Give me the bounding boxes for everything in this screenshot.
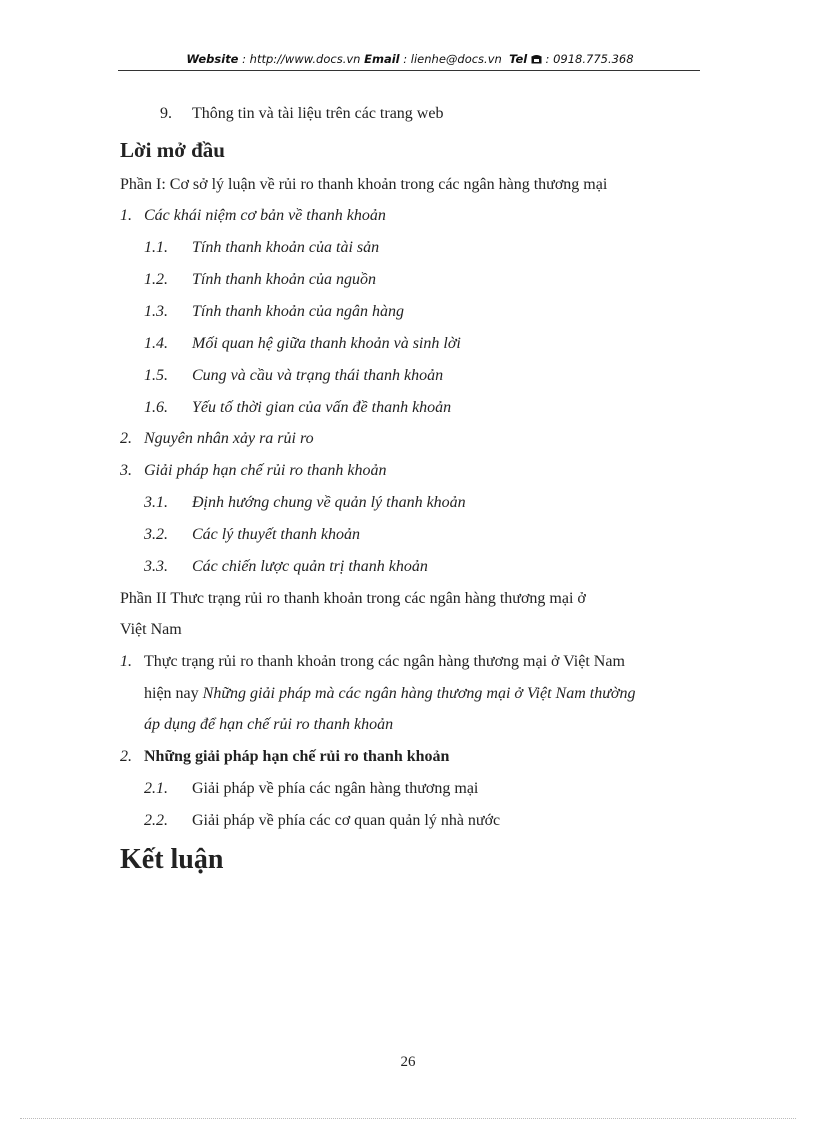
tel-value: : 0918.775.368 bbox=[545, 52, 634, 66]
toc-item-1: 1. Các khái niệm cơ bản về thanh khoản bbox=[120, 207, 386, 224]
toc-part2-item-2-1: 2.1. Giải pháp về phía các ngân hàng thương mại bbox=[144, 780, 479, 797]
telephone-icon bbox=[531, 54, 542, 64]
header-divider bbox=[118, 70, 700, 71]
toc-item-1-4: 1.4. Mối quan hệ giữa thanh khoản và sinh lời bbox=[144, 335, 461, 352]
toc-part2-item-1: 1. Thực trạng rủi ro thanh khoản trong các ngân hàng thương mại ở Việt Nam bbox=[120, 653, 625, 670]
toc-item-1-3: 1.3. Tính thanh khoản của ngân hàng bbox=[144, 303, 404, 320]
toc-part2-item-1-line3: áp dụng để hạn chế rủi ro thanh khoản bbox=[144, 716, 394, 733]
toc-part2-item-2: 2. Những giải pháp hạn chế rủi ro thanh khoản bbox=[120, 748, 450, 765]
toc-item-3-2: 3.2. Các lý thuyết thanh khoản bbox=[144, 526, 360, 543]
toc-item-1-5: 1.5. Cung và cầu và trạng thái thanh khoản bbox=[144, 367, 444, 384]
toc-ref-9-number: 9. bbox=[160, 105, 172, 122]
page-number: 26 bbox=[400, 1054, 416, 1070]
toc-item-3-3: 3.3. Các chiến lược quản trị thanh khoản bbox=[144, 558, 428, 575]
toc-item-1-2: 1.2. Tính thanh khoản của nguồn bbox=[144, 271, 376, 288]
toc-part-2: Phần II Thưc trạng rủi ro thanh khoản trong các ngân hàng thương mại ở bbox=[120, 590, 586, 607]
toc-part2-item-1-line2: hiện nay Những giải pháp mà các ngân hàng thương mại ở Việt Nam thường bbox=[144, 685, 636, 702]
website-value: : http://www.docs.vn bbox=[242, 52, 361, 66]
page-header bbox=[120, 52, 700, 66]
email-value: : lienhe@docs.vn bbox=[403, 52, 502, 66]
toc-item-2: 2. Nguyên nhân xảy ra rủi ro bbox=[120, 430, 314, 447]
toc-item-3-1: 3.1. Định hướng chung về quản lý thanh khoản bbox=[144, 494, 466, 511]
toc-item-1-1: 1.1. Tính thanh khoản của tài sản bbox=[144, 239, 380, 256]
page-bottom-edge bbox=[20, 1118, 796, 1119]
toc-part-1: Phần I: Cơ sở lý luận về rủi ro thanh khoản trong các ngân hàng thương mại bbox=[120, 176, 608, 193]
email-label: Email bbox=[364, 52, 400, 66]
toc-ref-9 bbox=[160, 104, 443, 124]
tel-label: Tel bbox=[509, 52, 528, 66]
toc-ref-9-text: Thông tin và tài liệu trên các trang web bbox=[192, 105, 444, 122]
toc-item-1-6: 1.6. Yếu tố thời gian của vấn đề thanh khoản bbox=[144, 399, 452, 416]
toc-conclusion: Kết luận bbox=[120, 844, 224, 875]
toc-part2-item-2-2: 2.2. Giải pháp về phía các cơ quan quản lý nhà nước bbox=[144, 812, 501, 829]
toc-part-2-continued: Việt Nam bbox=[120, 621, 182, 638]
website-label: Website bbox=[186, 52, 239, 66]
toc-item-3: 3. Giải pháp hạn chế rủi ro thanh khoản bbox=[120, 462, 387, 479]
toc-introduction: Lời mở đầu bbox=[120, 138, 225, 162]
